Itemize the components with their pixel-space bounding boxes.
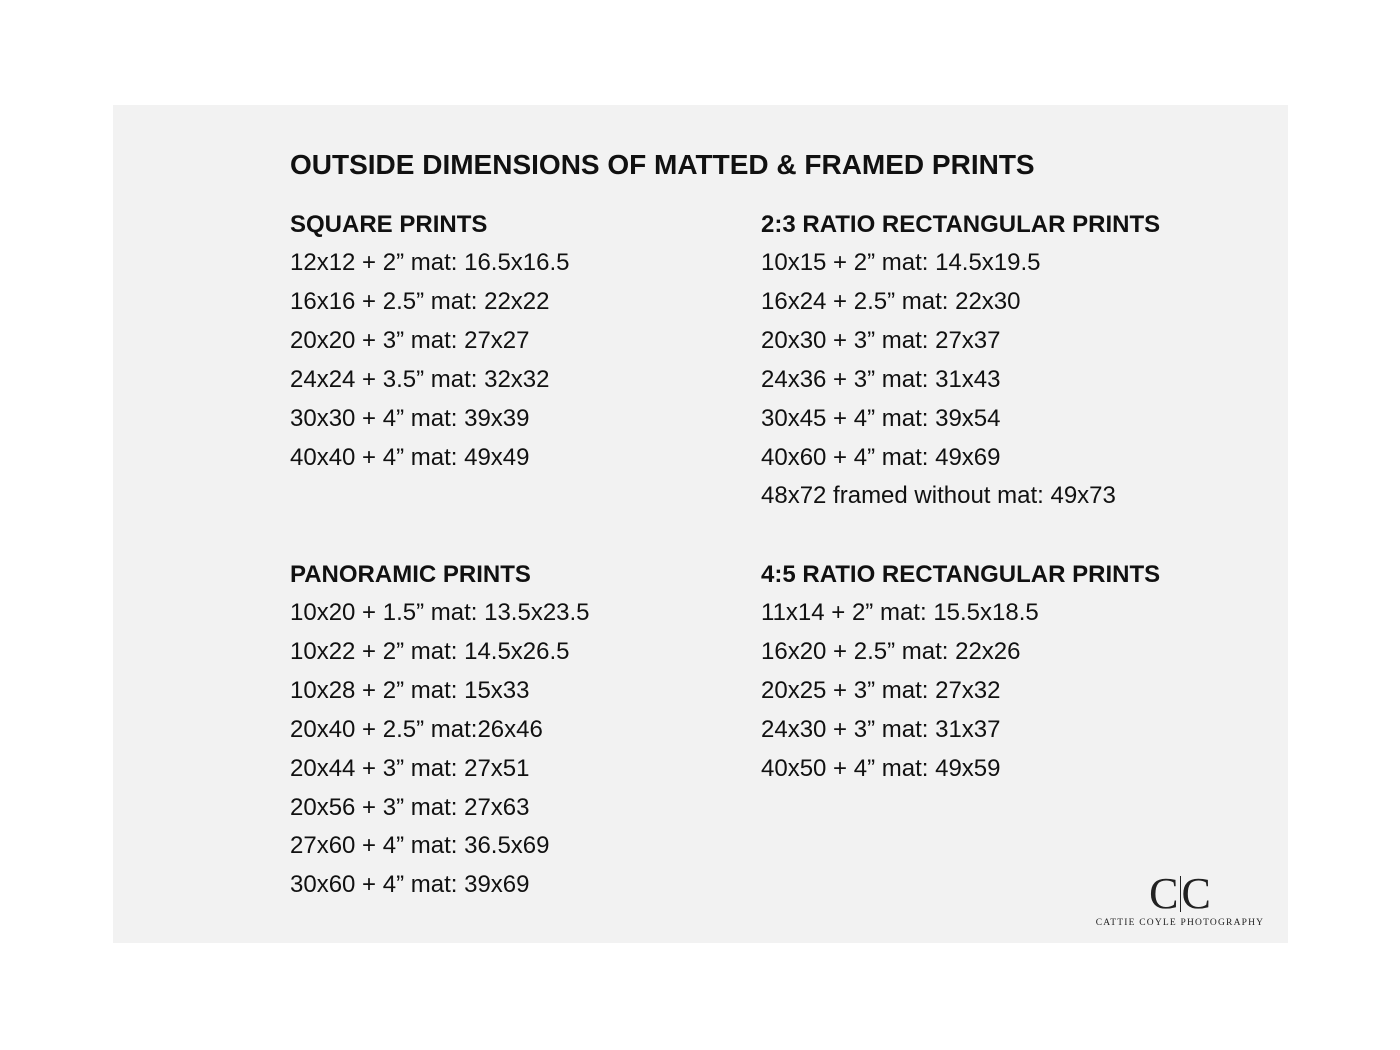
dimension-item: 10x15 + 2” mat: 14.5x19.5 (761, 249, 1041, 276)
logo-monogram (1090, 869, 1270, 918)
dimension-item: 40x50 + 4” mat: 49x59 (761, 754, 1001, 782)
dimension-item: 20x56 + 3” mat: 27x63 (290, 793, 530, 821)
section-heading: 4:5 RATIO RECTANGULAR PRINTS (761, 561, 1161, 588)
dimension-item: 16x24 + 2.5” mat: 22x30 (761, 287, 1021, 315)
dimension-item: 20x30 + 3” mat: 27x37 (761, 326, 1001, 354)
dimension-item: 16x20 + 2.5” mat: 22x26 (761, 637, 1021, 665)
dimension-list (761, 594, 1160, 789)
logo-letter-left: C (1149, 869, 1179, 918)
logo-wordmark: CATTIE COYLE PHOTOGRAPHY (1095, 918, 1265, 928)
section-4-5-ratio-prints (761, 556, 1160, 789)
dimension-item: 20x40 + 2.5” mat:26x46 (290, 715, 543, 743)
logo-letter-right: C (1181, 869, 1211, 918)
dimension-list (290, 244, 570, 477)
dimension-item: 24x24 + 3.5” mat: 32x32 (290, 365, 550, 393)
dimension-item: 10x22 + 2” mat: 14.5x26.5 (290, 637, 570, 665)
dimension-item: 24x30 + 3” mat: 31x37 (761, 715, 1001, 743)
brand-logo (1090, 869, 1270, 928)
dimension-item: 30x45 + 4” mat: 39x54 (761, 404, 1001, 432)
dimension-item: 12x12 + 2” mat: 16.5x16.5 (290, 249, 570, 276)
dimension-item: 20x25 + 3” mat: 27x32 (761, 676, 1001, 704)
page-title: OUTSIDE DIMENSIONS OF MATTED & FRAMED PRINTS (290, 149, 1035, 180)
dimension-item: 10x28 + 2” mat: 15x33 (290, 676, 530, 704)
section-heading: PANORAMIC PRINTS (290, 561, 531, 588)
dimension-item: 11x14 + 2” mat: 15.5x18.5 (761, 599, 1039, 626)
section-heading: SQUARE PRINTS (290, 211, 488, 238)
dimension-item: 20x44 + 3” mat: 27x51 (290, 754, 530, 782)
dimension-item: 10x20 + 1.5” mat: 13.5x23.5 (290, 599, 590, 626)
logo-divider (1180, 876, 1181, 912)
section-heading: 2:3 RATIO RECTANGULAR PRINTS (761, 211, 1161, 238)
dimension-item: 40x60 + 4” mat: 49x69 (761, 443, 1001, 471)
dimension-item: 20x20 + 3” mat: 27x27 (290, 326, 530, 354)
dimension-item: 30x60 + 4” mat: 39x69 (290, 871, 530, 899)
section-panoramic-prints (290, 556, 590, 905)
dimension-item: 48x72 framed without mat: 49x73 (761, 482, 1116, 510)
dimension-item: 24x36 + 3” mat: 31x43 (761, 365, 1001, 393)
dimension-list (290, 594, 590, 905)
section-2-3-ratio-prints (761, 206, 1160, 516)
dimension-item: 27x60 + 4” mat: 36.5x69 (290, 832, 550, 860)
section-square-prints (290, 206, 570, 477)
dimension-item: 30x30 + 4” mat: 39x39 (290, 404, 530, 432)
dimension-list (761, 244, 1160, 516)
dimension-item: 16x16 + 2.5” mat: 22x22 (290, 287, 550, 315)
dimension-item: 40x40 + 4” mat: 49x49 (290, 443, 530, 471)
